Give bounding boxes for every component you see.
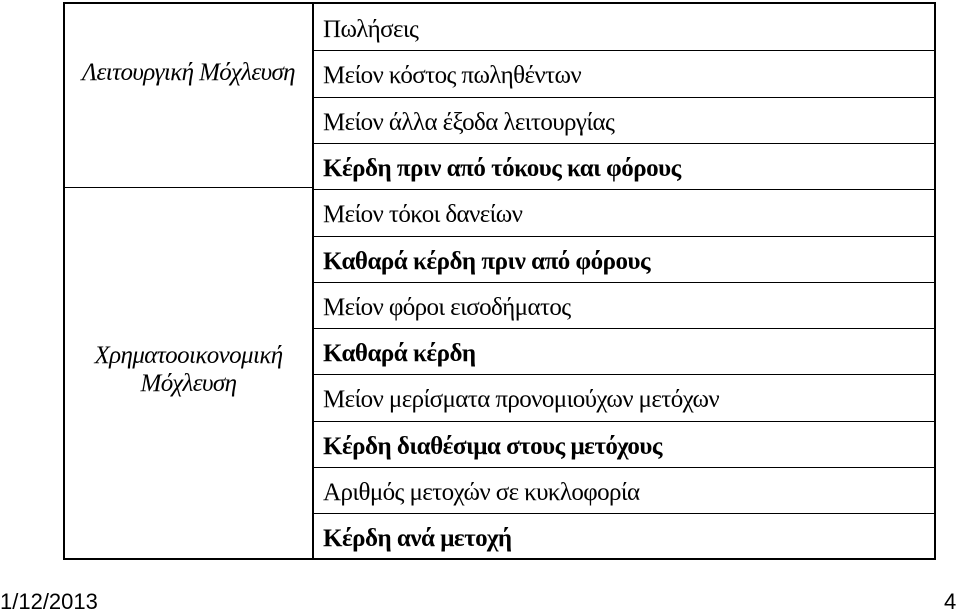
- row-separator: [314, 467, 936, 468]
- row-separator: [314, 50, 936, 51]
- row-separator: [314, 143, 936, 144]
- statement-row-label: Κέρδη πριν από τόκους και φόρους: [323, 154, 681, 182]
- leverage-section-divider: [63, 187, 314, 188]
- row-separator: [314, 282, 936, 283]
- financial-leverage-label: Χρηματοοικονομική Μόχλευση: [94, 342, 283, 397]
- statement-row-label: Καθαρά κέρδη πριν από φόρους: [323, 247, 651, 275]
- statement-row-label: Μείον φόροι εισοδήματος: [323, 293, 571, 321]
- statement-row-label: Αριθμός μετοχών σε κυκλοφορία: [323, 479, 640, 506]
- statement-row-label: Μείον άλλα έξοδα λειτουργίας: [323, 108, 615, 136]
- row-separator: [314, 328, 936, 329]
- statement-row-label: Κέρδη διαθέσιμα στους μετόχους: [323, 432, 662, 460]
- row-separator: [314, 236, 936, 237]
- statement-row-label: Μείον τόκοι δανείων: [323, 201, 523, 229]
- statement-row-label: Καθαρά κέρδη: [323, 340, 476, 368]
- row-separator: [314, 97, 936, 98]
- operating-leverage-label: Λειτουργική Μόχλευση: [82, 59, 295, 86]
- row-separator: [314, 374, 936, 375]
- row-separator: [314, 513, 936, 514]
- footer-date: 1/12/2013: [0, 589, 98, 614]
- row-separator: [314, 421, 936, 422]
- row-separator: [314, 189, 936, 190]
- statement-row-label: Πωλήσεις: [323, 16, 419, 43]
- column-divider: [312, 2, 314, 560]
- page-number: 4: [944, 589, 957, 614]
- statement-row-label: Μείον μερίσματα προνομιούχων μετόχων: [323, 386, 720, 414]
- statement-row-label: Μείον κόστος πωληθέντων: [323, 62, 582, 90]
- statement-row-label: Κέρδη ανά μετοχή: [323, 525, 512, 553]
